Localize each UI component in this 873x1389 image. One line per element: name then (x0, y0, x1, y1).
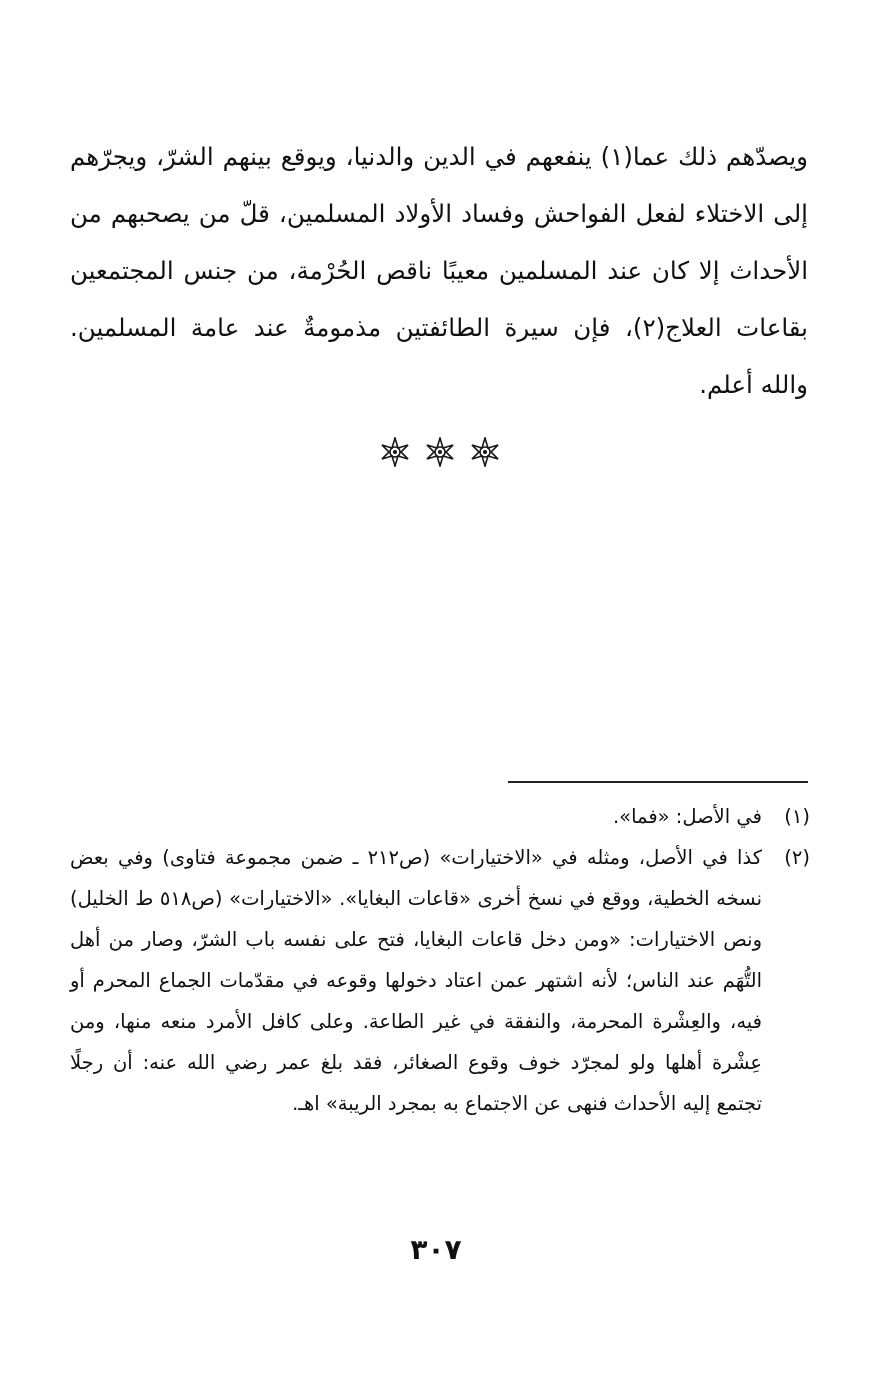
flower-ornament-icon (470, 437, 500, 467)
main-text (70, 128, 808, 413)
footnote-separator (508, 781, 808, 783)
footnote-number: (٢) (784, 846, 810, 869)
footnote-item (70, 796, 810, 837)
footnote-item (70, 837, 810, 1124)
footnote-number: (١) (784, 805, 810, 828)
footnote-text: كذا في الأصل، ومثله في «الاختيارات» (ص٢١٢ ـ ضمن مجموعة فتاوى) وفي بعض نسخه الخطية، ووقع في نسخ أخرى «قاعات البغايا». «الاختيارات» (ص٥١٨ ط الخليل) ونص الاختيارات: «ومن دخل قاعات البغايا، فتح على نفسه باب الشرّ، وصار من أهل التُّهَم عند الناس؛ لأنه اشتهر عمن اعتاد دخولها وقوعه في مقدّمات الجماع المحرم أو فيه، والعِشْرة المحرمة، والنفقة في غير الطاعة. وعلى كافل الأمرد منعه منها، ومن عِشْرة أهلها ولو لمجرّد خوف وقوع الصغائر، فقد بلغ عمر رضي الله عنه: أن رجلًا تجتمع إليه الأحداث فنهى عن الاجتماع به بمجرد الريبة» اهـ. (70, 846, 763, 1115)
footnote-text: في الأصل: «فما». (612, 805, 762, 828)
page-number: ٣٠٧ (410, 1233, 462, 1266)
flower-ornament-icon (425, 437, 455, 467)
flower-ornament-icon (380, 437, 410, 467)
section-divider-ornaments (380, 432, 500, 472)
footnotes (70, 796, 810, 1124)
body-paragraph: ويصدّهم ذلك عما(١) ينفعهم في الدين والدنيا، ويوقع بينهم الشرّ، ويجرّهم إلى الاختلاء لفعل الفواحش وفساد الأولاد المسلمين، قلّ من يصحبهم من الأحداث إلا كان عند المسلمين معيبًا ناقص الحُرْمة، من جنس المجتمعين بقاعات العلاج(٢)، فإن سيرة الطائفتين مذمومةٌ عند عامة المسلمين. والله أعلم. (70, 142, 809, 399)
